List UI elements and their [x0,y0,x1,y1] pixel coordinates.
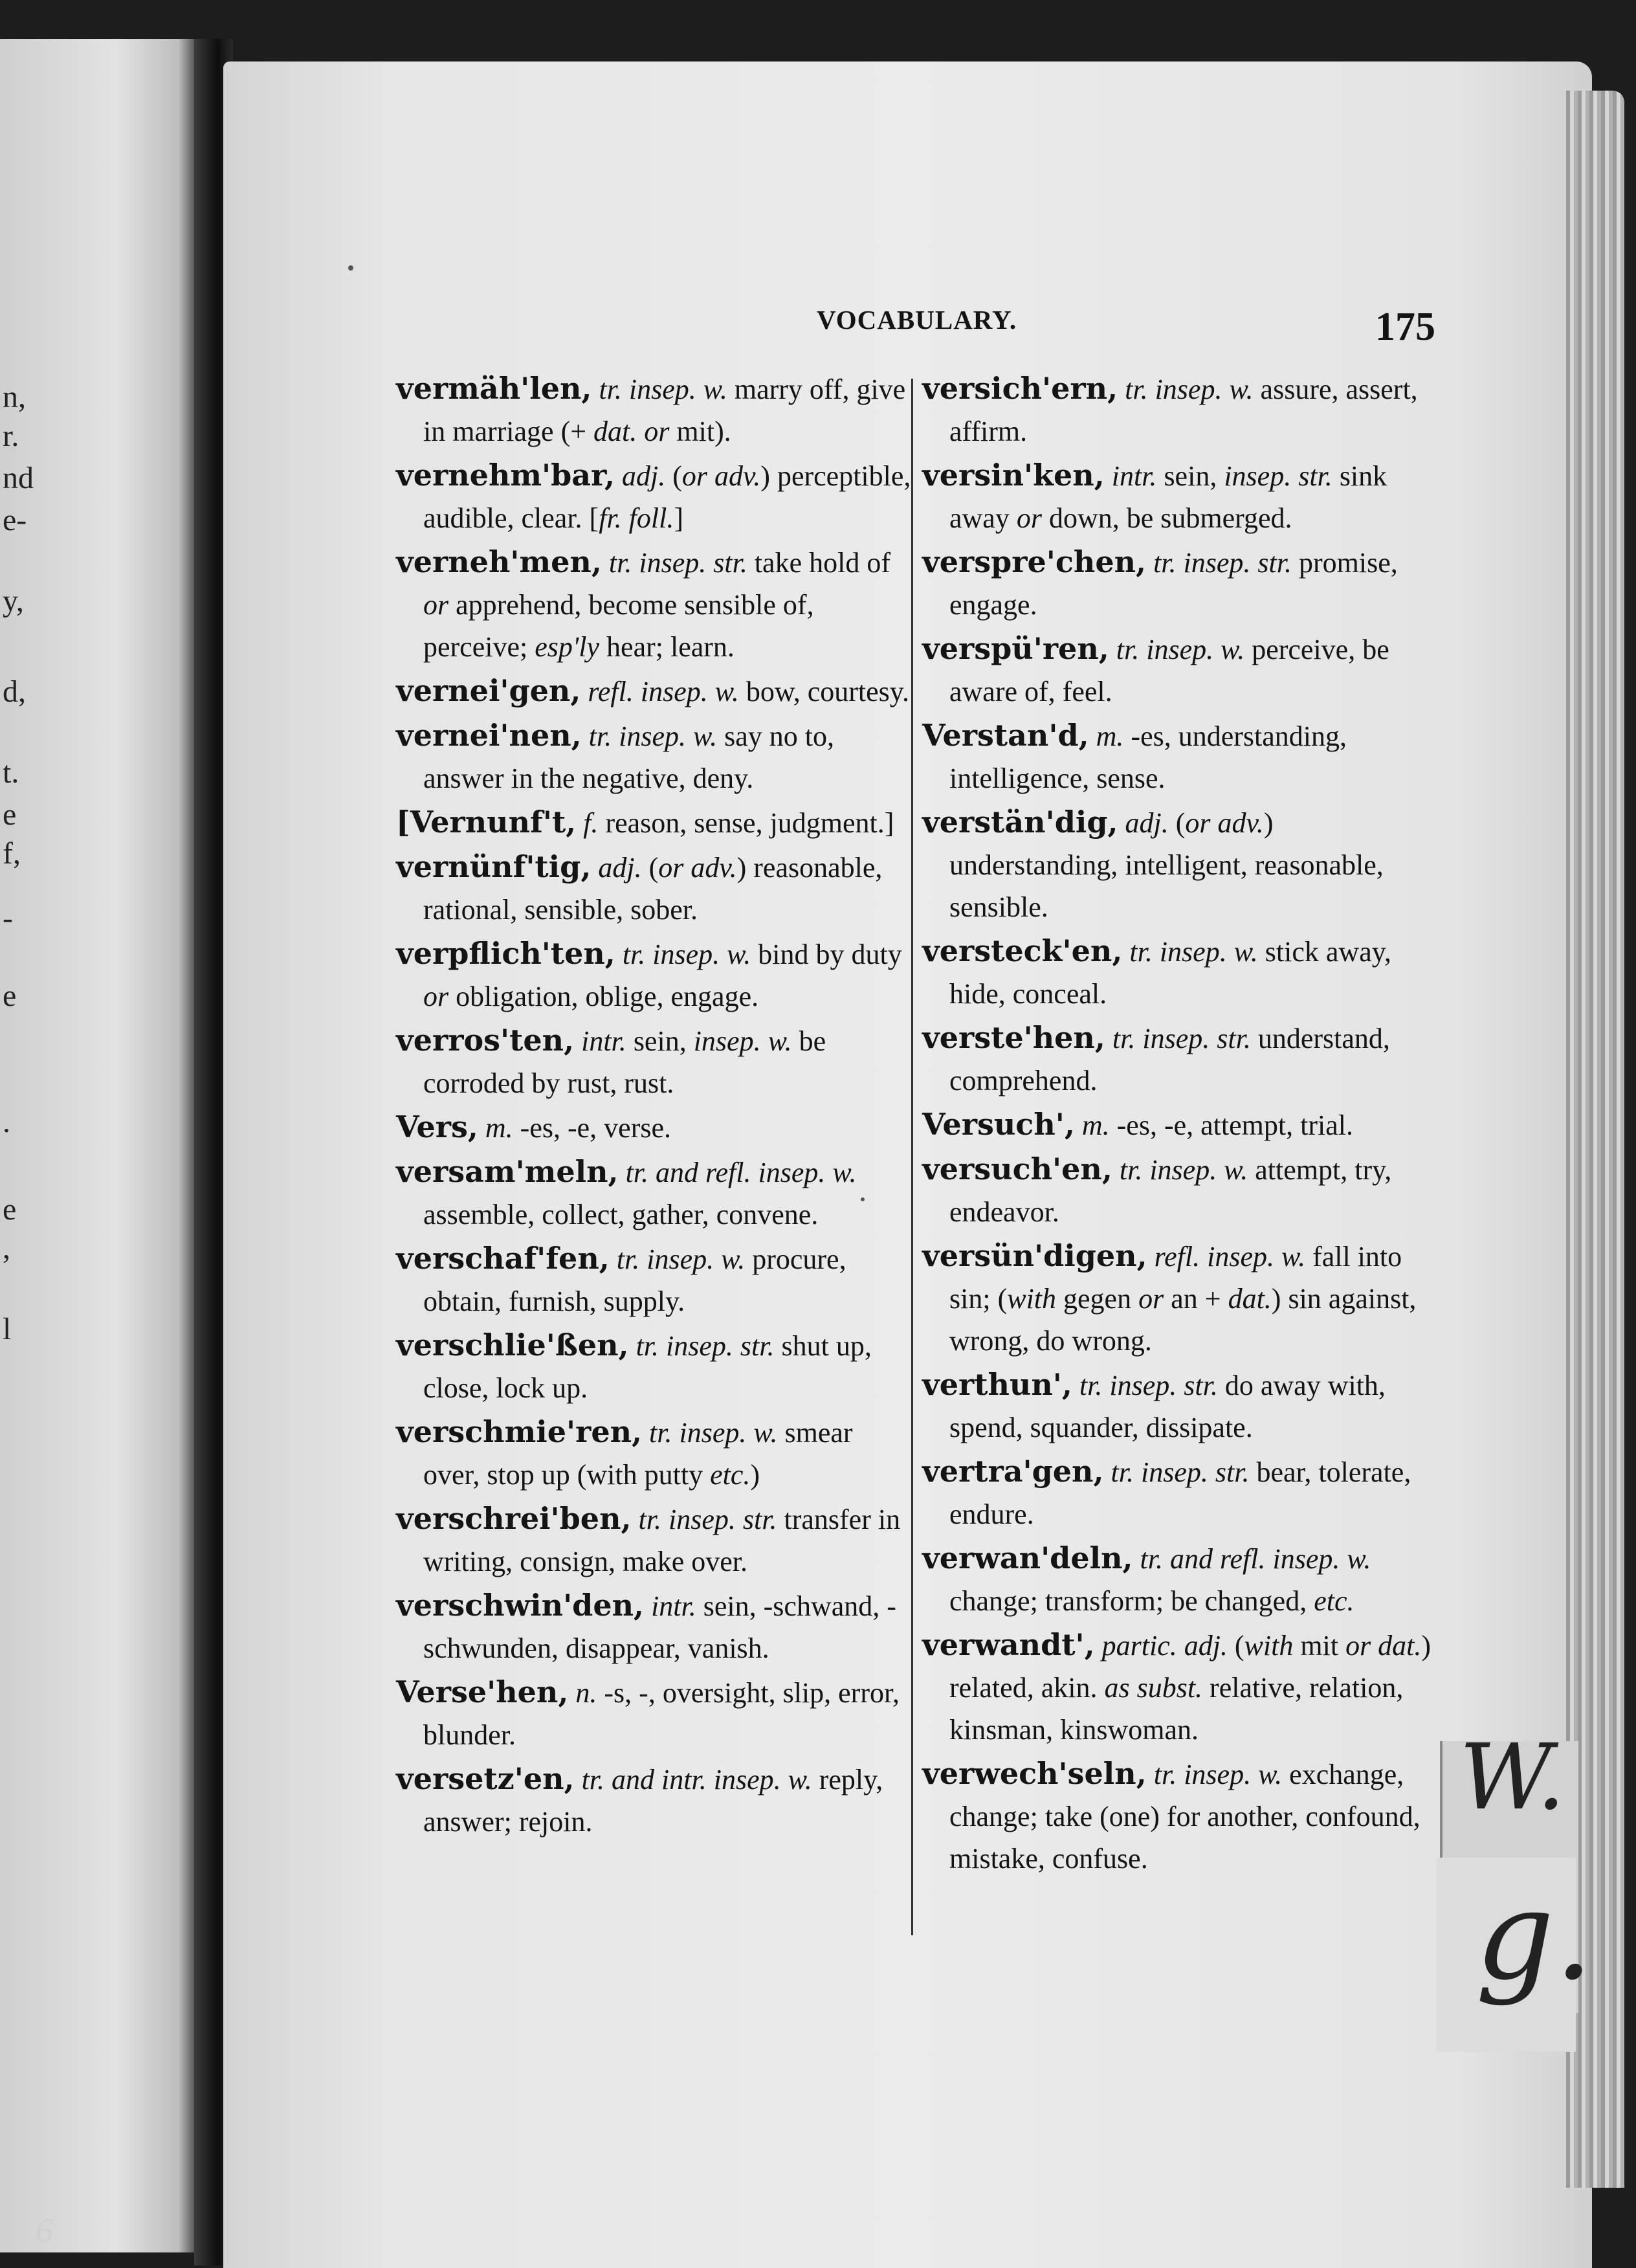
definition-text: ( [641,852,659,884]
entry-headword: Vers, [396,1109,478,1144]
previous-page-text-fragment: , [3,1231,10,1265]
grammar-label: or [423,981,449,1012]
dictionary-entry [396,1106,914,1149]
grammar-label: intr. [581,1025,626,1057]
definition-text: ) understanding, intelligent, reasonable, sensible. [949,807,1384,923]
grammar-label: tr. insep. str. [638,1504,777,1535]
entry-headword: vermäh'len, [396,371,592,406]
dictionary-entry [396,1324,914,1409]
grammar-label: refl. insep. w. [1154,1241,1306,1273]
definition-text: be corroded by rust, rust. [423,1025,826,1099]
definition-text: sein, -schwand, -schwunden, disappear, vanish. [423,1590,896,1664]
paper-speck [861,1197,865,1201]
paper-speck [348,265,353,271]
definition-text: assemble, collect, gather, convene. [423,1199,819,1230]
definition-text: -s, -, oversight, slip, error, blunder. [423,1677,900,1751]
running-header: VOCABULARY. [817,305,1017,335]
corner-mark: 6 [36,2211,53,2250]
dictionary-entry [396,1151,914,1236]
previous-page-text-fragment: e- [3,503,27,537]
entry-headword: vernünf'tig, [396,849,591,884]
definition-text: marry off, give in marriage (+ [423,373,906,447]
entry-headword: verschrei'ben, [396,1501,632,1536]
previous-page-text-fragment: t. [3,755,19,790]
grammar-label: insep. w. [693,1025,792,1057]
grammar-label: esp'ly [535,631,600,663]
dictionary-entry [922,1537,1441,1622]
grammar-label: adj. [1125,807,1169,839]
dictionary-entry [922,1624,1441,1751]
entry-headword: verros'ten, [396,1023,575,1058]
entry-headword: verwech'seln, [922,1756,1147,1791]
entry-headword: vertra'gen, [922,1454,1104,1489]
grammar-label: m. [1081,1109,1110,1141]
definition-text: mit). [669,416,731,447]
entry-headword: versuch'en, [922,1151,1112,1186]
previous-page-text-fragment: l [3,1312,12,1346]
dictionary-entry [922,1104,1441,1146]
grammar-label: insep. str. [1224,460,1332,492]
definition-text: -es, -e, verse. [513,1112,671,1144]
definition-text: assure, assert, affirm. [949,373,1418,447]
grammar-label: dat. or [593,416,670,447]
definition-text: do away with, spend, squander, dissipate. [949,1370,1386,1443]
definition-text: perceive, be aware of, feel. [949,634,1389,707]
handwritten-note-g: g. [1476,1864,1594,2007]
grammar-label: with [1007,1283,1057,1315]
definition-text: ) related, akin. [949,1630,1432,1704]
grammar-label: adj. [622,460,666,492]
entry-headword: verschmie'ren, [396,1414,643,1449]
entry-headword: versetz'en, [396,1761,575,1796]
dictionary-entry [922,1148,1441,1233]
definition-text: fall into sin; ( [949,1241,1402,1315]
definition-text: ) reasonable, rational, sensible, sober. [423,852,883,926]
previous-page-text-fragment: f, [3,836,21,871]
definition-text: sein, [1156,460,1224,492]
dictionary-entry [396,1498,914,1583]
previous-page-text-fragment: e [3,1192,17,1227]
entry-headword: verwandt', [922,1627,1095,1662]
dictionary-entry [396,368,914,452]
definition-text: take hold of [747,547,890,579]
dictionary-entry [396,1238,914,1322]
grammar-label: intr. [1111,460,1157,492]
definition-text: reason, sense, judgment.] [598,807,894,839]
entry-headword: verpflich'ten, [396,936,615,971]
dictionary-entry [922,1235,1441,1362]
dictionary-entry [922,541,1441,626]
definition-text: bind by duty [751,939,902,970]
definition-text: ( [1227,1630,1244,1662]
entry-headword: verstän'dig, [922,805,1118,839]
dictionary-entry [922,1451,1441,1535]
grammar-label: tr. insep. str. [1111,1456,1250,1488]
definition-text: down, be submerged. [1041,502,1292,534]
dictionary-entry [922,1753,1441,1880]
definition-text: -es, -e, attempt, trial. [1109,1109,1353,1141]
entry-headword: verneh'men, [396,544,602,579]
grammar-label: or adv. [681,460,761,492]
definition-text: ] [674,502,684,534]
previous-page-text-fragment: . [3,1105,10,1139]
dictionary-entry [396,1671,914,1756]
entry-headword: Versuch', [922,1107,1075,1142]
entry-headword: vernei'gen, [396,673,581,708]
grammar-label: tr. insep. w. [1129,936,1258,968]
dictionary-entry [396,1019,914,1104]
grammar-label: or adv. [658,852,737,884]
definition-text: relative, relation, kinsman, kinswoman. [949,1672,1404,1746]
entry-headword: versich'ern, [922,371,1118,406]
definition-text: understand, comprehend. [949,1023,1390,1096]
dictionary-entry [922,1364,1441,1449]
dictionary-entry [396,1411,914,1496]
entry-headword: verwan'deln, [922,1540,1133,1575]
entry-headword: verspre'chen, [922,544,1147,579]
grammar-label: tr. insep. str. [1153,547,1292,579]
grammar-label: intr. [651,1590,696,1622]
definition-text: ) [750,1459,760,1491]
grammar-label: tr. insep. w. [1116,634,1245,665]
previous-page-text-fragment: n, [3,380,26,414]
grammar-label: or [1138,1283,1164,1315]
dictionary-entry [396,670,914,713]
grammar-label: tr. and refl. insep. w. [1140,1543,1371,1575]
previous-page-text-fragment: d, [3,674,26,709]
grammar-label: with [1244,1630,1294,1662]
grammar-label: or [1016,502,1042,534]
definition-text: shut up, close, lock up. [423,1330,872,1404]
handwritten-note-w: W. [1459,1725,1565,1830]
previous-page-text-fragment: r. [3,419,19,453]
dictionary-entry [396,715,914,799]
grammar-label: dat. [1228,1283,1272,1315]
grammar-label: f. [583,807,599,839]
definition-text: reply, answer; rejoin. [423,1764,883,1838]
grammar-label: tr. insep. w. [616,1243,746,1275]
entry-headword: verschlie'ßen, [396,1328,629,1362]
grammar-label: m. [485,1112,513,1144]
dictionary-entry [922,628,1441,713]
dictionary-entry [922,368,1441,452]
dictionary-entry [922,454,1441,539]
grammar-label: tr. insep. w. [1125,373,1254,405]
grammar-label: tr. insep. w. [1119,1154,1248,1186]
dictionary-entry [922,930,1441,1015]
grammar-label: as subst. [1104,1672,1203,1704]
definition-text: sink away [949,460,1387,534]
dictionary-entry [396,454,914,539]
grammar-label: m. [1096,720,1124,752]
previous-page-text-fragment: e [3,979,17,1013]
previous-page-text-fragment: y, [3,584,24,618]
previous-page-text-fragment: - [3,901,13,935]
entry-headword: verschwin'den, [396,1588,645,1623]
left-column [396,368,914,1845]
definition-text: ) perceptible, audible, clear. [ [423,460,911,534]
definition-text: bear, tolerate, endure. [949,1456,1411,1530]
grammar-label: or [423,589,449,621]
grammar-label: etc. [710,1459,751,1491]
definition-text: change; transform; be changed, [949,1585,1314,1617]
grammar-label: tr. insep. w. [649,1417,778,1449]
grammar-label: tr. insep. w. [622,939,751,970]
definition-text: mit [1293,1630,1346,1662]
definition-text: ( [1168,807,1186,839]
grammar-label: tr. insep. str. [608,547,747,579]
grammar-label: adj. [598,852,642,884]
dictionary-entry [922,801,1441,928]
right-column [922,368,1441,1882]
grammar-label: tr. insep. str. [1079,1370,1218,1401]
definition-text: exchange, change; take (one) for another, confound, mistake, confuse. [949,1759,1420,1874]
entry-headword: vernehm'bar, [396,458,615,493]
entry-headword: versün'digen, [922,1238,1147,1273]
grammar-label: n. [575,1677,597,1709]
definition-text: sein, [626,1025,694,1057]
entry-headword: verspü'ren, [922,631,1109,666]
grammar-label: tr. insep. w. [599,373,727,405]
entry-headword: verste'hen, [922,1020,1105,1055]
entry-headword: Verstan'd, [922,718,1089,753]
previous-page-edge [0,39,194,2252]
grammar-label: etc. [1314,1585,1354,1617]
grammar-label: fr. foll. [599,502,674,534]
grammar-label: or adv. [1185,807,1264,839]
grammar-label: partic. adj. [1101,1630,1228,1662]
definition-text: procure, obtain, furnish, supply. [423,1243,846,1317]
entry-headword: versteck'en, [922,933,1123,968]
definition-text: ) sin against, wrong, do wrong. [949,1283,1417,1357]
definition-text: bow, courtesy. [738,676,909,707]
grammar-label: tr. insep. str. [636,1330,775,1362]
grammar-label: tr. insep. w. [588,720,718,752]
entry-headword: versam'meln, [396,1154,619,1189]
dictionary-entry [396,846,914,931]
dictionary-entry [396,801,914,844]
definition-text: attempt, try, endeavor. [949,1154,1392,1228]
entry-headword: versin'ken, [922,458,1105,493]
definition-text: promise, engage. [949,547,1398,621]
column-divider [911,379,913,1935]
grammar-label: tr. and intr. insep. w. [581,1764,812,1796]
definition-text: stick away, hide, conceal. [949,936,1391,1010]
dictionary-entry [396,1584,914,1669]
grammar-label: tr. insep. w. [1153,1759,1283,1790]
entry-headword: verschaf'fen, [396,1241,610,1276]
definition-text: gegen [1056,1283,1139,1315]
entry-headword: vernei'nen, [396,718,582,753]
definition-text: hear; learn. [599,631,735,663]
dictionary-entry [396,1758,914,1843]
entry-headword: Verse'hen, [396,1674,569,1709]
grammar-label: tr. insep. str. [1112,1023,1251,1054]
definition-text: say no to, answer in the negative, deny. [423,720,834,794]
definition-text: obligation, oblige, engage. [448,981,759,1012]
previous-page-text-fragment: nd [3,461,34,495]
grammar-label: tr. and refl. insep. w. [625,1157,857,1188]
dictionary-entry [922,1017,1441,1102]
entry-headword: verthun', [922,1367,1072,1402]
dictionary-entry [396,541,914,668]
definition-text: apprehend, become sensible of, perceive; [423,589,814,663]
dictionary-entry [922,715,1441,799]
page-number: 175 [1375,305,1435,349]
definition-text: an + [1164,1283,1228,1315]
definition-text: ( [665,460,682,492]
definition-text: smear over, stop up (with putty [423,1417,853,1491]
grammar-label: refl. insep. w. [588,676,739,707]
definition-text: -es, understanding, intelligence, sense. [949,720,1347,794]
definition-text: transfer in writing, consign, make over. [423,1504,901,1577]
previous-page-text-fragment: e [3,797,17,832]
grammar-label: or dat. [1345,1630,1422,1662]
entry-headword: [Vernunf't, [396,805,577,839]
dictionary-entry [396,933,914,1017]
